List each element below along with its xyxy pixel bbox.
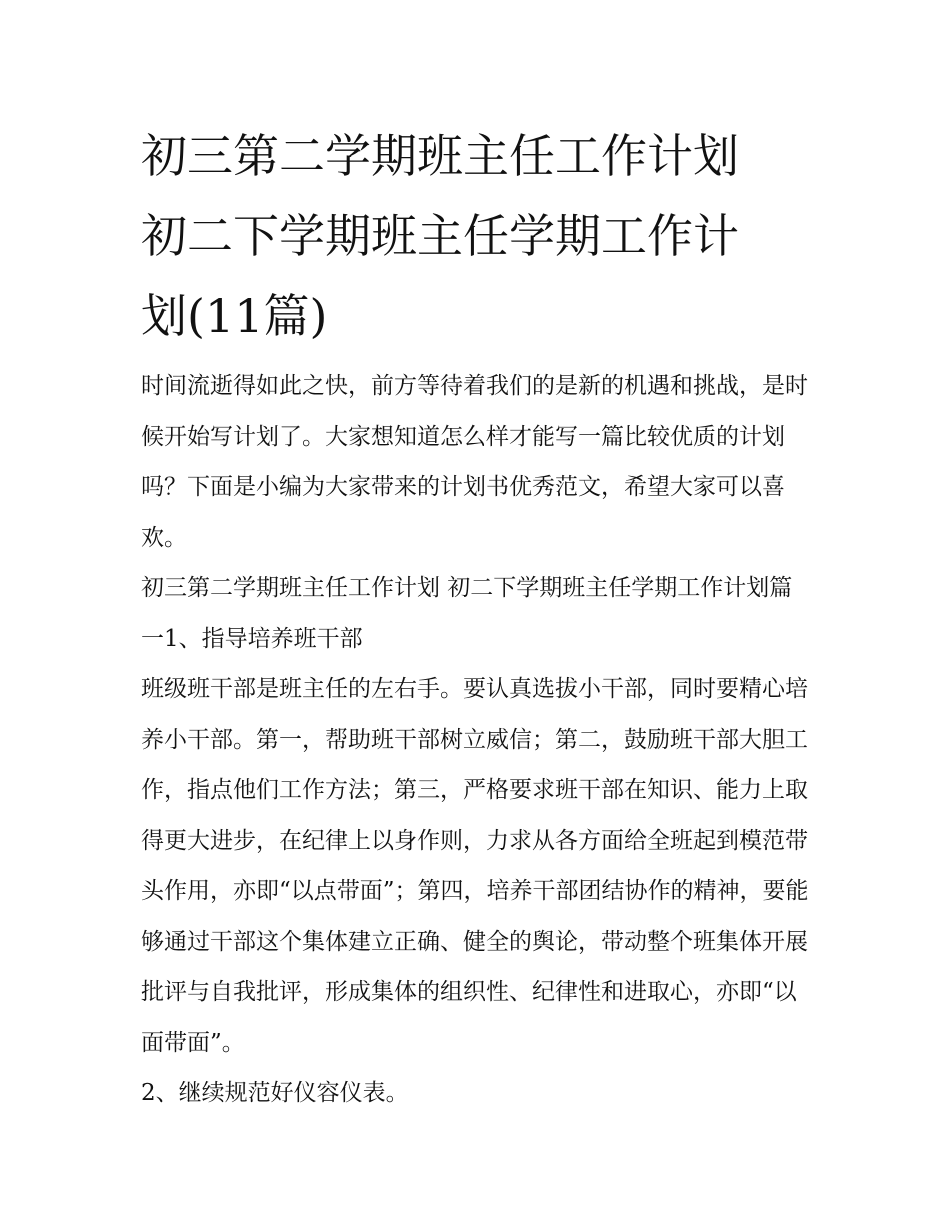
section-heading-paragraph: 初三第二学期班主任工作计划 初二下学期班主任学期工作计划篇一1、指导培养班干部	[141, 575, 793, 652]
list-item-paragraph: 2、继续规范好仪容仪表。	[141, 1080, 409, 1106]
document-body	[141, 116, 813, 1119]
title-line: 初三第二学期班主任工作计划	[141, 129, 739, 183]
title-line: 初二下学期班主任学期工作计	[141, 209, 739, 263]
title-line: 划(11篇)	[141, 289, 328, 343]
document-title	[141, 116, 813, 356]
intro-paragraph: 时间流逝得如此之快，前方等待着我们的是新的机遇和挑战，是时候开始写计划了。大家想知道怎么样才能写一篇比较优质的计划吗？下面是小编为大家带来的计划书优秀范文，希望大家可以喜欢。	[141, 373, 808, 551]
body-paragraph: 班级班干部是班主任的左右手。要认真选拔小干部，同时要精心培养小干部。第一，帮助班干部树立威信；第二，鼓励班干部大胆工作，指点他们工作方法；第三，严格要求班干部在知识、能力上取得更大进步，在纪律上以身作则，力求从各方面给全班起到模范带头作用，亦即“以点带面”；第四，培养干部团结协作的精神，要能够通过干部这个集体建立正确、健全的舆论，带动整个班集体开展批评与自我批评，形成集体的组织性、纪律性和进取心，亦即“以面带面”。	[141, 676, 809, 1056]
